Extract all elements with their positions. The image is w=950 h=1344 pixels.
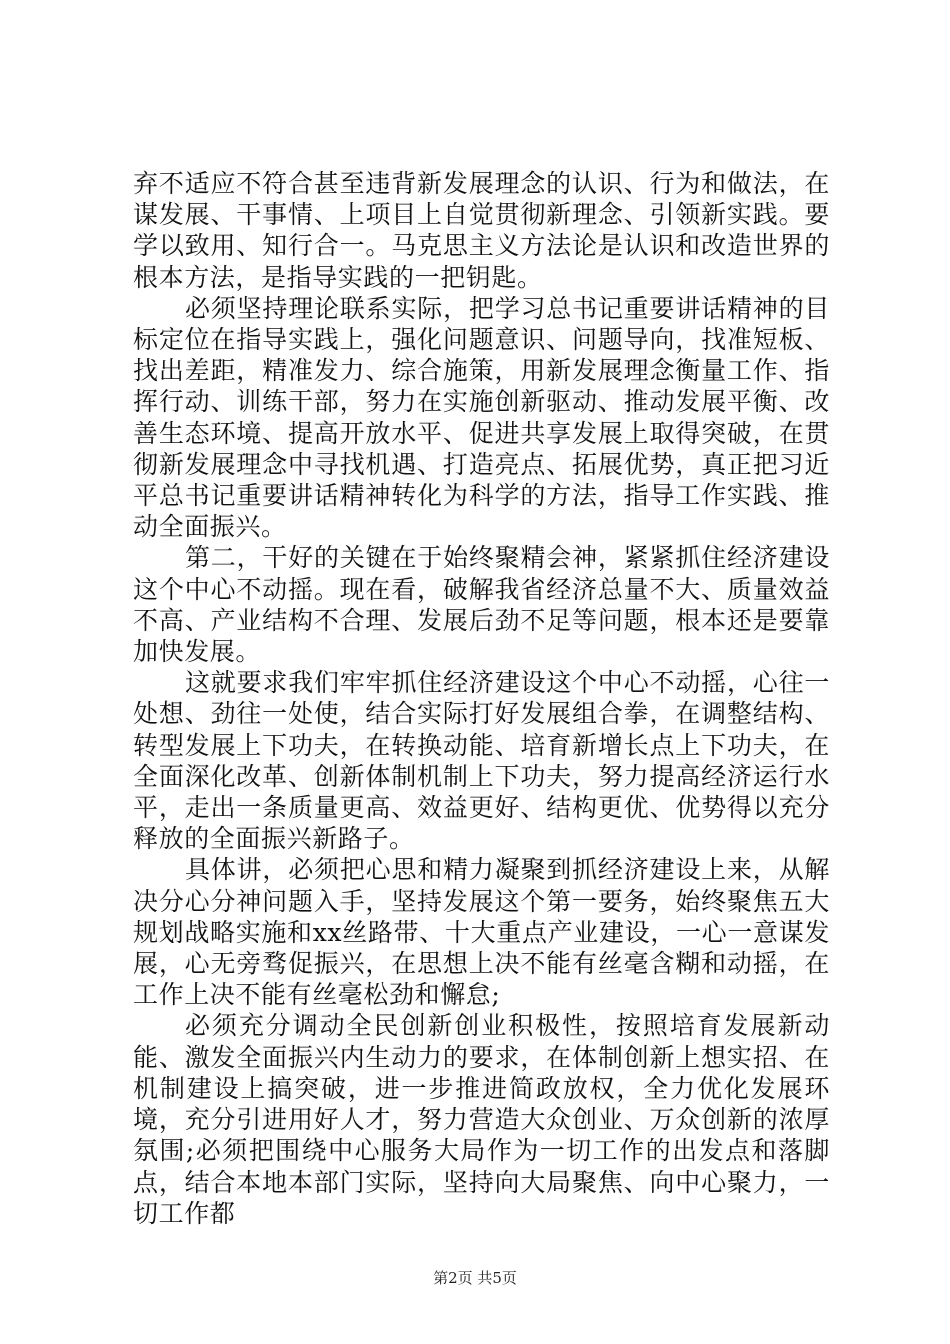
paragraph-1: 弃不适应不符合甚至违背新发展理念的认识、行为和做法，在谋发展、干事情、上项目上自觉贯彻新理念、引领新实践。要学以致用、知行合一。马克思主义方法论是认识和改造世界的根本方法，是指导实践的一把钥匙。 <box>133 169 830 292</box>
paragraph-5: 具体讲，必须把心思和精力凝聚到抓经济建设上来，从解决分心分神问题入手，坚持发展这个第一要务，始终聚焦五大规划战略实施和xx丝路带、十大重点产业建设，一心一意谋发展，心无旁骛促振兴，在思想上决不能有丝毫含糊和动摇，在工作上决不能有丝毫松劲和懈怠; <box>133 855 830 1010</box>
paragraph-6: 必须充分调动全民创新创业积极性，按照培育发展新动能、激发全面振兴内生动力的要求，在体制创新上想实招、在机制建设上搞突破，进一步推进简政放权，全力优化发展环境，充分引进用好人才，努力营造大众创业、万众创新的浓厚氛围;必须把围绕中心服务大局作为一切工作的出发点和落脚点，结合本地本部门实际，坚持向大局聚焦、向中心聚力，一切工作都 <box>133 1011 830 1228</box>
page-footer: 第2页 共5页 <box>433 1269 517 1287</box>
document-body <box>133 168 830 1229</box>
paragraph-3: 第二，干好的关键在于始终聚精会神，紧紧抓住经济建设这个中心不动摇。现在看，破解我省经济总量不大、质量效益不高、产业结构不合理、发展后劲不足等问题，根本还是要靠加快发展。 <box>133 543 830 667</box>
paragraph-4: 这就要求我们牢牢抓住经济建设这个中心不动摇，心往一处想、劲往一处使，结合实际打好发展组合拳，在调整结构、转型发展上下功夫，在转换动能、培育新增长点上下功夫，在全面深化改革、创新体制机制上下功夫，努力提高经济运行水平，走出一条质量更高、效益更好、结构更优、优势得以充分释放的全面振兴新路子。 <box>133 668 830 854</box>
paragraph-2: 必须坚持理论联系实际，把学习总书记重要讲话精神的目标定位在指导实践上，强化问题意识、问题导向，找准短板、找出差距，精准发力、综合施策，用新发展理念衡量工作、指挥行动、训练干部，努力在实施创新驱动、推动发展平衡、改善生态环境、提高开放水平、促进共享发展上取得突破，在贯彻新发展理念中寻找机遇、打造亮点、拓展优势，真正把习近平总书记重要讲话精神转化为科学的方法，指导工作实践、推动全面振兴。 <box>133 293 830 542</box>
